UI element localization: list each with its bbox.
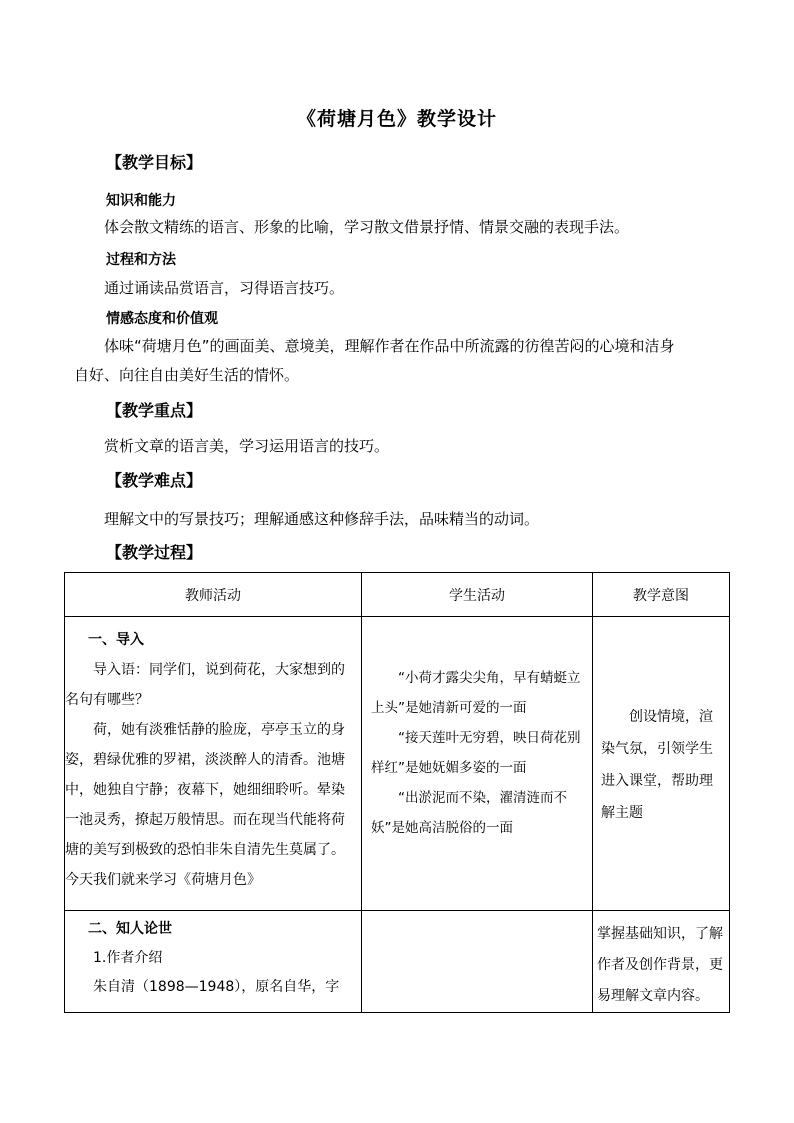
emotion-heading: 情感态度和价值观 (106, 311, 218, 327)
table-header-row (65, 573, 730, 617)
header-intent: 教学意图 (593, 573, 730, 617)
student-cell (362, 911, 593, 1013)
student-answer-3: “出淤泥而不染，濯清涟而不妖”是她高洁脱俗的一面 (371, 790, 567, 836)
method-text: 通过诵读品赏语言，习得语言技巧。 (104, 279, 345, 297)
emotion-text-line1: 体味“荷塘月色”的画面美、意境美，理解作者在作品中所流露的彷徨苦闷的心境和洁身 (104, 337, 675, 355)
section-process: 【教学过程】 (106, 543, 203, 562)
author-subheading: 1.作者介绍 (93, 950, 163, 966)
intent-text: 创设情境，渲染气氛，引领学生进入课堂，帮助理解主题 (601, 709, 713, 821)
author-intro-text: 朱自清（1898—1948），原名自华，字 (93, 979, 340, 995)
teacher-cell (65, 617, 362, 911)
knowledge-heading: 知识和能力 (106, 193, 176, 209)
process-table (64, 572, 730, 1013)
student-cell (362, 617, 593, 911)
header-student: 学生活动 (362, 573, 593, 617)
difficulties-text: 理解文中的写景技巧；理解通感这种修辞手法，品味精当的动词。 (104, 510, 540, 528)
teacher-lotus-text: 荷，她有淡雅恬静的脸庞，亭亭玉立的身姿，碧绿优雅的罗裙，淡淡醉人的清香。池塘中，她独自宁静；夜幕下，她细细聆听。晕染一池灵秀，撩起万般情思。而在现当代能将荷塘的美写到极致的恐怕非朱自清先生莫属了。今天我们就来学习《荷塘月色》 (65, 722, 345, 888)
method-heading: 过程和方法 (106, 252, 176, 268)
emotion-text-line2: 自好、向往自由美好生活的情怀。 (74, 366, 300, 384)
section-difficulties: 【教学难点】 (106, 471, 203, 490)
intent-text: 掌握基础知识，了解作者及创作背景，更易理解文章内容。 (597, 926, 723, 1004)
table-row (65, 911, 730, 1013)
header-teacher: 教师活动 (65, 573, 362, 617)
key-points-text: 赏析文章的语言美，学习运用语言的技巧。 (104, 437, 390, 455)
section-key-points: 【教学重点】 (106, 401, 203, 420)
student-answer-1: “小荷才露尖尖角，早有蜻蜓立上头”是她清新可爱的一面 (371, 670, 581, 716)
row-heading-author: 二、知人论世 (88, 921, 172, 937)
student-answer-2: “接天莲叶无穷碧，映日荷花别样红”是她妩媚多姿的一面 (371, 730, 581, 776)
teacher-cell (65, 911, 362, 1013)
knowledge-text: 体会散文精练的语言、形象的比喻，学习散文借景抒情、情景交融的表现手法。 (104, 218, 630, 236)
table-row (65, 617, 730, 911)
teacher-intro-text: 导入语：同学们，说到荷花，大家想到的名句有哪些？ (65, 662, 345, 708)
intent-cell (593, 911, 730, 1013)
page-title: 《荷塘月色》教学设计 (296, 108, 497, 130)
row-heading-intro: 一、导入 (88, 632, 144, 648)
intent-cell (593, 617, 730, 911)
section-objectives: 【教学目标】 (106, 153, 203, 172)
